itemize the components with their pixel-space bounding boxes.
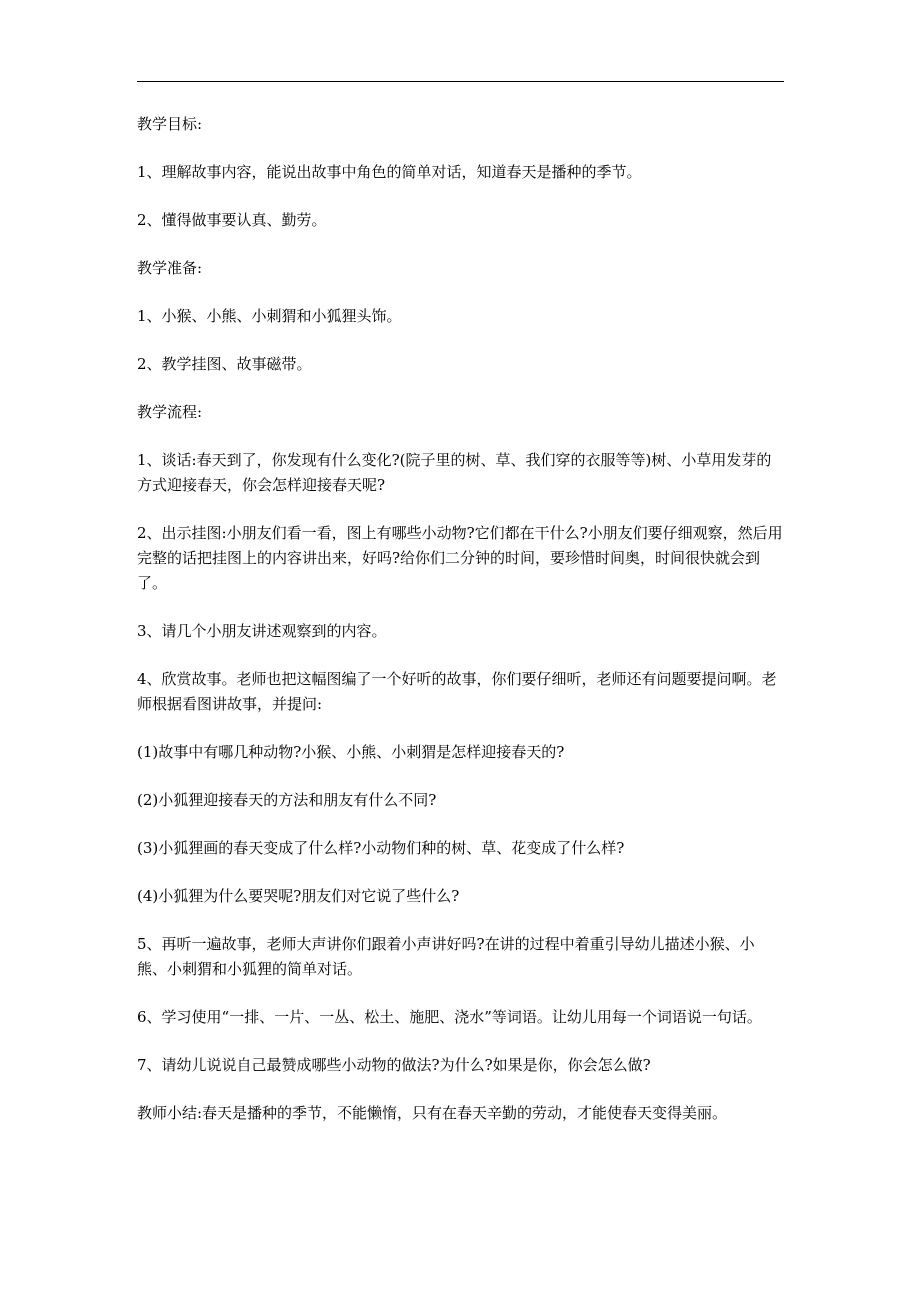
question-4: (4)小狐狸为什么要哭呢?朋友们对它说了些什么? — [137, 887, 460, 905]
heading-teaching-goals: 教学目标: — [137, 115, 203, 133]
process-step-3: 3、请几个小朋友讲述观察到的内容。 — [137, 622, 387, 640]
heading-teaching-preparation: 教学准备: — [137, 259, 203, 277]
goal-item-2: 2、懂得做事要认真、勤劳。 — [137, 211, 327, 229]
preparation-item-1: 1、小猴、小熊、小刺猬和小狐狸头饰。 — [137, 307, 402, 325]
heading-teaching-process: 教学流程: — [137, 403, 203, 421]
document-body — [137, 112, 784, 1149]
question-3: (3)小狐狸画的春天变成了什么样?小动物们种的树、草、花变成了什么样? — [137, 839, 625, 857]
question-2: (2)小狐狸迎接春天的方法和朋友有什么不同? — [137, 791, 437, 809]
process-step-2: 2、出示挂图:小朋友们看一看，图上有哪些小动物?它们都在干什么?小朋友们要仔细观察，然后用完整的话把挂图上的内容讲出来，好吗?给你们二分钟的时间，要珍惜时间奥，时间很快就会到了。 — [137, 524, 783, 592]
process-step-4: 4、欣赏故事。老师也把这幅图编了一个好听的故事，你们要仔细听，老师还有问题要提问啊。老师根据看图讲故事，并提问: — [137, 670, 777, 713]
process-step-1: 1、谈话:春天到了，你发现有什么变化?(院子里的树、草、我们穿的衣服等等)树、小草用发芽的方式迎接春天，你会怎样迎接春天呢? — [137, 451, 772, 494]
header-rule — [137, 81, 784, 82]
process-step-5: 5、再听一遍故事，老师大声讲你们跟着小声讲好吗?在讲的过程中着重引导幼儿描述小猴、小熊、小刺猬和小狐狸的简单对话。 — [137, 935, 755, 978]
goal-item-1: 1、理解故事内容，能说出故事中角色的简单对话，知道春天是播种的季节。 — [137, 163, 642, 181]
process-step-6: 6、学习使用“一排、一片、一丛、松土、施肥、浇水”等词语。让幼儿用每一个词语说一句话。 — [137, 1008, 762, 1026]
process-step-7: 7、请幼儿说说自己最赞成哪些小动物的做法?为什么?如果是你，你会怎么做? — [137, 1056, 651, 1074]
question-1: (1)故事中有哪几种动物?小猴、小熊、小刺猬是怎样迎接春天的? — [137, 743, 565, 761]
preparation-item-2: 2、教学挂图、故事磁带。 — [137, 355, 312, 373]
teacher-summary: 教师小结:春天是播种的季节，不能懒惰，只有在春天辛勤的劳动，才能使春天变得美丽。 — [137, 1104, 728, 1122]
